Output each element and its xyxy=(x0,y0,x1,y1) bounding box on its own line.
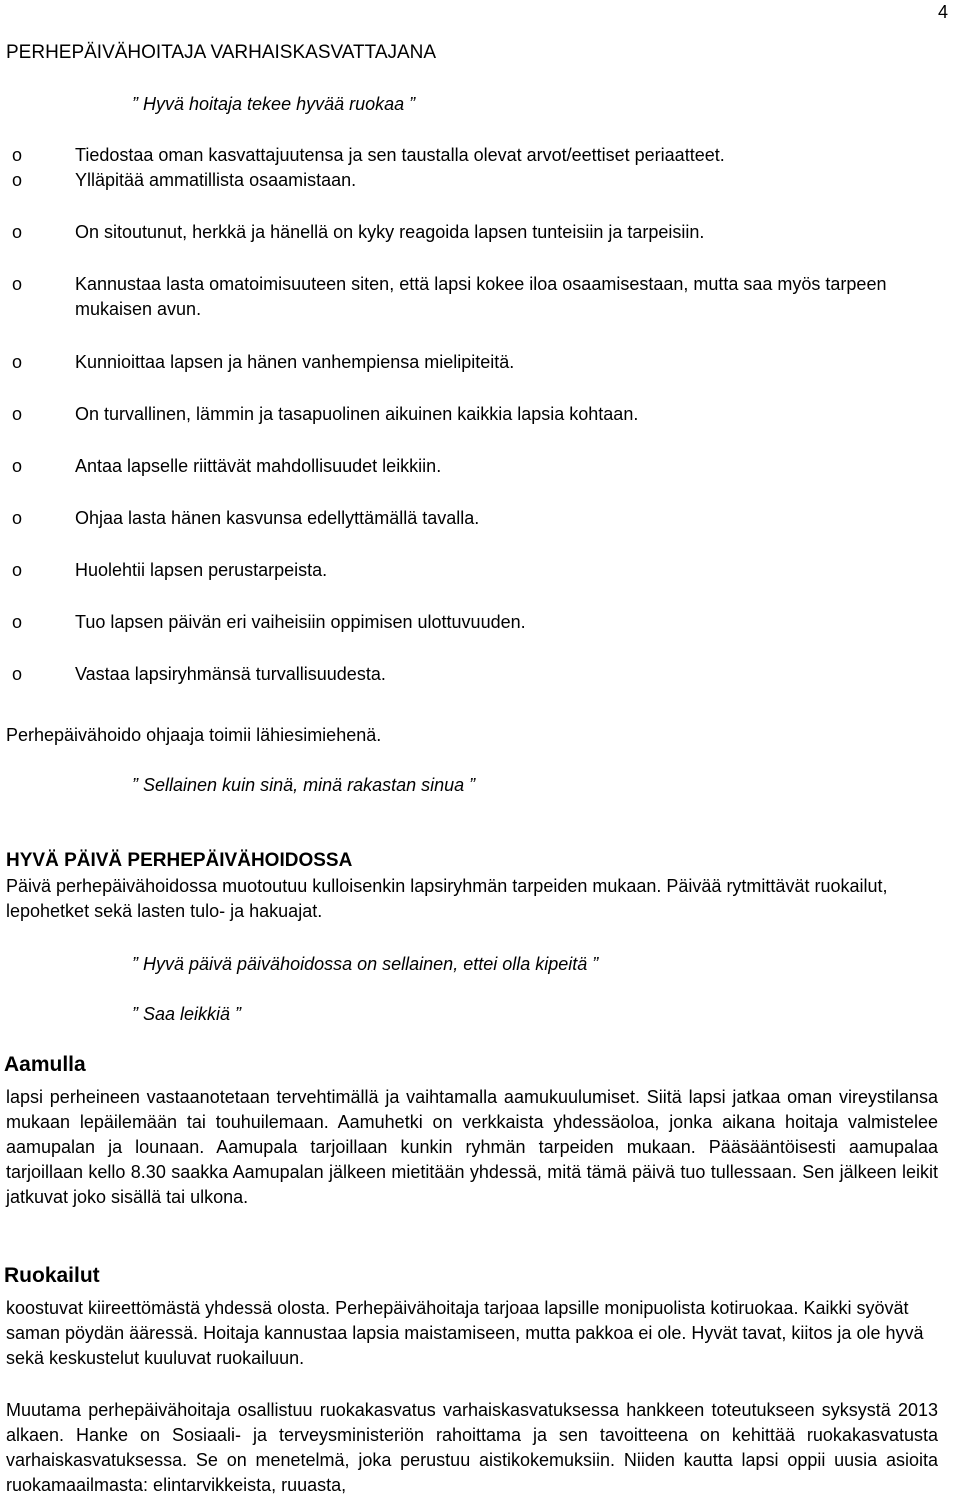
list-item-text: Vastaa lapsiryhmänsä turvallisuudesta. xyxy=(75,664,386,684)
bullet-marker: o xyxy=(12,170,23,190)
qualities-list xyxy=(6,143,946,687)
list-item xyxy=(6,610,946,662)
list-item-text: Kannustaa lasta omatoimisuuteen siten, että lapsi kokee iloa osaamisestaan, mutta saa myös tarpeen mukaisen avun. xyxy=(75,274,887,319)
supervisor-note: Perhepäivähoido ohjaaja toimii lähiesimiehenä. xyxy=(6,725,382,745)
list-item-text: Huolehtii lapsen perustarpeista. xyxy=(75,560,328,580)
page-number: 4 xyxy=(937,2,948,22)
bullet-marker: o xyxy=(12,560,23,580)
quote-play: ” Saa leikkiä ” xyxy=(132,1004,242,1024)
bullet-marker: o xyxy=(12,456,23,476)
bullet-marker: o xyxy=(12,664,23,684)
morning-text: lapsi perheineen vastaanotetaan tervehtimällä ja vaihtamalla aamukuulumiset. Siitä lapsi jatkaa oman vireystilansa mukaan lepäilemään tai touhuilemaan. Aamuhetki on verkkaista yhdessäoloa, jonka aikana hoitaja valmistelee aamupalan ja lounaan. Aamupala tarjoillaan kunkin ryhmän tarpeiden mukaan. Pääsääntöisesti aamupalaa tarjoillaan kello 8.30 saakka Aamupalan jälkeen mietitään yhdessä, mitä tämä päivä tuo tullessaan. Sen jälkeen leikit jatkuvat joko sisällä tai ulkona. xyxy=(6,1087,938,1207)
bullet-marker: o xyxy=(12,352,23,372)
quote-as-you-are: ” Sellainen kuin sinä, minä rakastan sinua ” xyxy=(132,775,476,795)
list-item xyxy=(6,350,946,402)
good-day-intro: Päivä perhepäivähoidossa muotoutuu kulloisenkin lapsiryhmän tarpeiden mukaan. Päivää rytmittävät ruokailut, lepohetket sekä lasten tulo- ja hakuajat. xyxy=(6,876,888,921)
list-item xyxy=(6,168,946,220)
list-item-text: Antaa lapselle riittävät mahdollisuudet leikkiin. xyxy=(75,456,442,476)
list-item-text: Kunnioittaa lapsen ja hänen vanhempiensa mielipiteitä. xyxy=(75,352,515,372)
list-item xyxy=(6,506,946,558)
list-item-text: Tiedostaa oman kasvattajuutensa ja sen taustalla olevat arvot/eettiset periaatteet. xyxy=(75,145,725,165)
bullet-marker: o xyxy=(12,274,23,294)
list-item xyxy=(6,454,946,506)
list-item-text: Ylläpitää ammatillista osaamistaan. xyxy=(75,170,357,190)
list-item-text: Tuo lapsen päivän eri vaiheisiin oppimisen ulottuvuuden. xyxy=(75,612,526,632)
good-day-heading: HYVÄ PÄIVÄ PERHEPÄIVÄHOIDOSSA xyxy=(6,850,353,871)
list-item xyxy=(6,143,946,168)
list-item xyxy=(6,558,946,610)
list-item xyxy=(6,662,946,687)
bullet-marker: o xyxy=(12,404,23,424)
list-item-text: Ohjaa lasta hänen kasvunsa edellyttämällä tavalla. xyxy=(75,508,480,528)
list-item xyxy=(6,220,946,272)
bullet-marker: o xyxy=(12,612,23,632)
section-title: PERHEPÄIVÄHOITAJA VARHAISKASVATTAJANA xyxy=(6,42,437,63)
bullet-marker: o xyxy=(12,222,23,242)
list-item-text: On sitoutunut, herkkä ja hänellä on kyky reagoida lapsen tunteisiin ja tarpeisiin. xyxy=(75,222,705,242)
meals-text: koostuvat kiireettömästä yhdessä olosta. Perhepäivähoitaja tarjoaa lapsille monipuolista kotiruokaa. Kaikki syövät saman pöydän ääressä. Hoitaja kannustaa lapsia maistamiseen, mutta pakkoa ei ole. Hyvät tavat, kiitos ja ole hyvä sekä keskustelut kuuluvat ruokailuun. xyxy=(6,1298,924,1368)
bullet-marker: o xyxy=(12,508,23,528)
list-item xyxy=(6,402,946,454)
quote-good-day: ” Hyvä päivä päivähoidossa on sellainen, ettei olla kipeitä ” xyxy=(132,954,599,974)
food-education-text: Muutama perhepäivähoitaja osallistuu ruokakasvatus varhaiskasvatuksessa hankkeen toteutukseen syksystä 2013 alkaen. Hanke on Sosiaali- ja terveysministeriön rahoittama ja sen tavoitteena on kehittää ruokakasvatusta varhaiskasvatuksessa. Se on menetelmä, joka perustuu aistikokemuksiin. Niiden kautta lapsi oppii uusia asioita ruokamaailmasta: elintarvikkeista, ruuasta, xyxy=(6,1400,938,1495)
list-item xyxy=(6,272,946,350)
morning-heading: Aamulla xyxy=(4,1053,86,1076)
quote-good-caregiver: ” Hyvä hoitaja tekee hyvää ruokaa ” xyxy=(132,94,416,114)
bullet-marker: o xyxy=(12,145,23,165)
list-item-text: On turvallinen, lämmin ja tasapuolinen aikuinen kaikkia lapsia kohtaan. xyxy=(75,404,639,424)
meals-heading: Ruokailut xyxy=(4,1264,100,1287)
